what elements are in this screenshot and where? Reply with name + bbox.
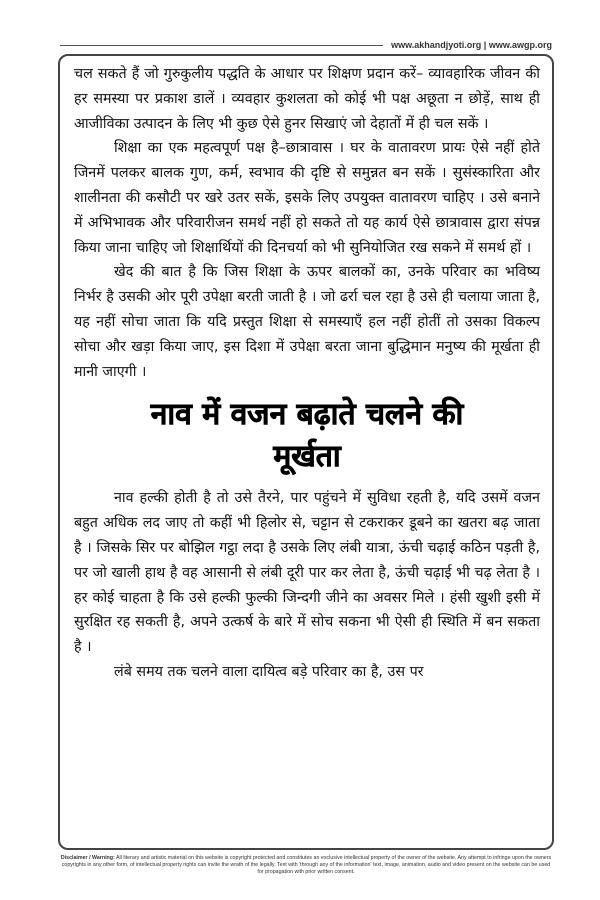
site-header — [60, 38, 552, 52]
website-url: www.akhandjyoti.org | www.awgp.org — [391, 40, 552, 50]
paragraph-4: नाव हल्की होती है तो उसे तैरने, पार पहुंचने में सुविधा रहती है, यदि उसमें वजन बहुत अधिक लद जाए तो कहीं भी हिलोर से, चट्टान से टकराकर डूबने का खतरा बढ़ जाता है । जिसके सिर पर बोझिल गट्ठा लदा है उसके लिए लंबी यात्रा, ऊंची चढ़ाई कठिन पड़ती है, पर जो खाली हाथ है वह आसानी से लंबी दूरी पार कर लेता है, ऊंची चढ़ाई भी चढ़ लेता है । हर कोई चाहता है कि उसे हल्की फुल्की जिन्दगी जीने का अवसर मिले । हंसी खुशी इसी में सुरक्षित रह सकती है, अपने उत्कर्ष के बारे में सोच सकना भी ऐसी ही स्थिति में बन सकता है । — [74, 490, 540, 656]
paragraph-3: खेद की बात है कि जिस शिक्षा के ऊपर बालकों का, उनके परिवार का भविष्य निर्भर है उसकी ओर पूरी उपेक्षा बरती जाती है । जो ढर्रा चल रहा है उसे ही चलाया जाता है, यह नहीं सोचा जाता कि यदि प्रस्तुत शिक्षा से समस्याएँ हल नहीं होतीं तो उसका विकल्प सोचा और खड़ा किया जाए, इस दिशा में उपेक्षा बरता जाना बुद्धिमान मनुष्य की मूर्खता ही मानी जाएगी । — [74, 264, 540, 380]
paragraph-1: चल सकते हैं जो गुरुकुलीय पद्धति के आधार पर शिक्षण प्रदान करें– व्यावहारिक जीवन की हर समस्या पर प्रकाश डालें । व्यवहार कुशलता को कोई भी पक्ष अछूता न छोड़ें, साथ ही आजीविका उत्पादन के लिए भी कुछ ऐसे हुनर सिखाएं जो देहातों में ही चल सकें । — [74, 66, 540, 132]
header-rule — [60, 45, 383, 46]
disclaimer-label: Disclaimer / Warning: — [60, 855, 115, 861]
section-heading — [74, 394, 540, 478]
disclaimer-text: All literary and artistic material on this website is copyright protected and constitutes an exclusive intellectual property of the owner of the website. Any attempt to infringe upon the owners copyrights in any other form, of intellectual property rights can invite the wrath of the legally. Text with 'through any of the information' text, image, animation, audio and video present on the website can be used for propagation with prior written consent. — [61, 855, 552, 875]
paragraph-5: लंबे समय तक चलने वाला दायित्व बड़े परिवार का है, उस पर — [114, 663, 424, 680]
page-frame — [58, 54, 554, 850]
disclaimer-footer — [58, 855, 554, 876]
heading-line-2: मूर्खता — [273, 439, 341, 475]
heading-line-1: नाव में वजन बढ़ाते चलने की — [150, 397, 464, 433]
paragraph-2: शिक्षा का एक महत्वपूर्ण पक्ष है–छात्रावास । घर के वातावरण प्रायः ऐसे नहीं होते जिनमें पलकर बालक गुण, कर्म, स्वभाव की दृष्टि से समुन्नत बन सकें । सुसंस्कारिता और शालीनता की कसौटी पर खरे उतर सकें, इसके लिए उपयुक्त वातावरण चाहिए । उसे बनाने में अभिभावक और परिवारीजन समर्थ नहीं हो सकते तो यह कार्य ऐसे छात्रावास द्वारा संपन्न किया जाना चाहिए जो शिक्षार्थियों की दिनचर्या को भी सुनियोजित रख सकने में समर्थ हों । — [74, 140, 540, 256]
